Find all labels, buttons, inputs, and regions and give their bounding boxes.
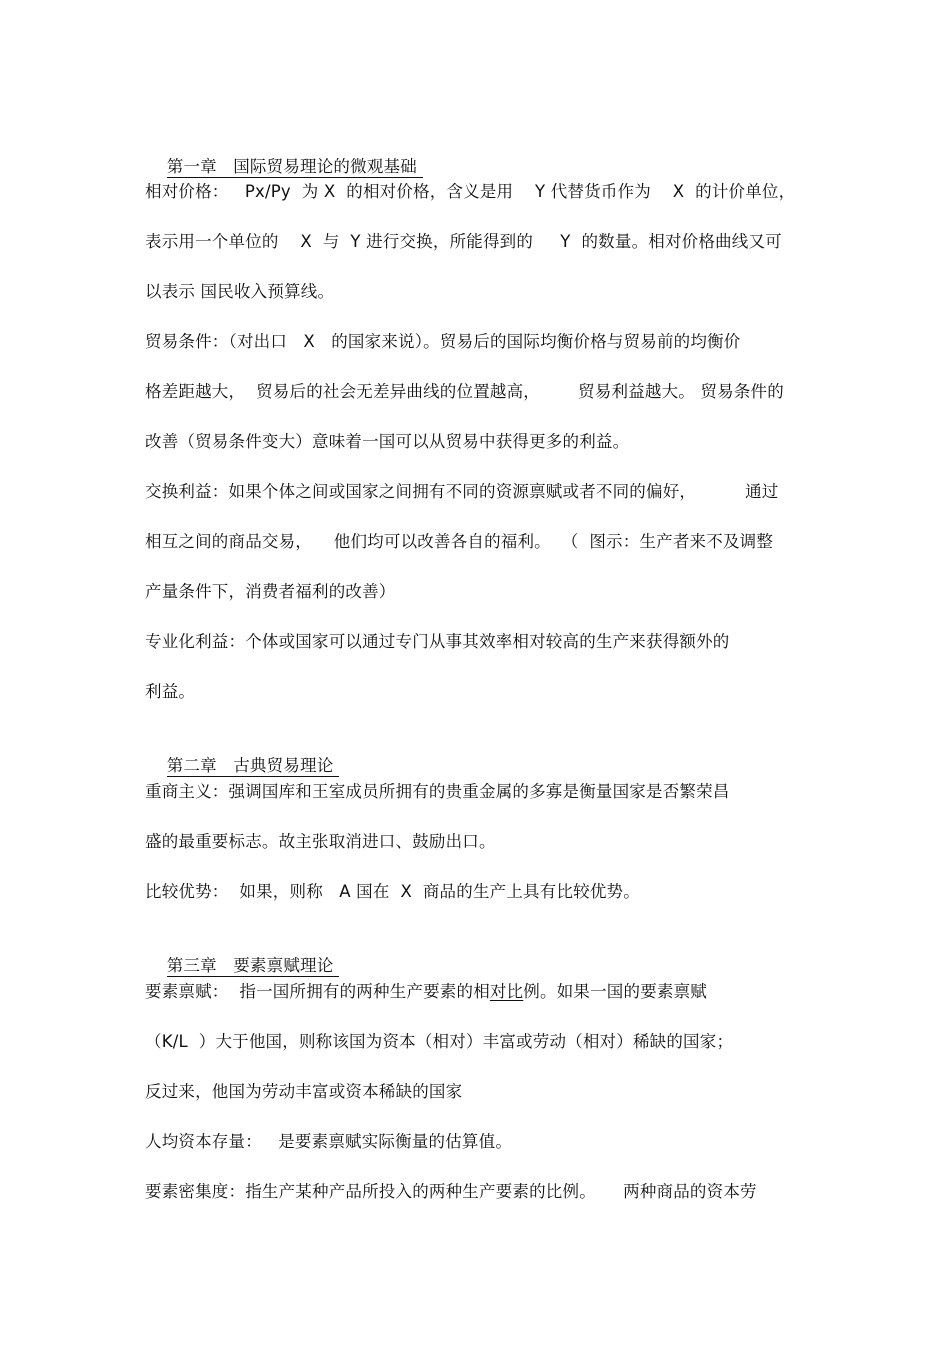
chapter-1-heading-line — [145, 131, 825, 176]
paragraph-line — [145, 980, 825, 1004]
chapter-3-heading-line — [145, 930, 825, 975]
paragraph-line: 相对价格： Px/Py 为 X 的相对价格，含义是用 Y 代替货币作为 X 的计价单位， — [145, 182, 796, 201]
paragraph-line: （K/L ）大于他国，则称该国为资本（相对）丰富或劳动（相对）稀缺的国家； — [145, 1032, 734, 1051]
paragraph-line: 交换利益：如果个体之间或国家之间拥有不同的资源禀赋或者不同的偏好， 通过 — [145, 482, 779, 501]
paragraph-line: 反过来，他国为劳动丰富或资本稀缺的国家 — [145, 1082, 463, 1101]
chapter-3-title: 第三章 要素禀赋理论 — [167, 955, 340, 977]
paragraph-line: 相互之间的商品交易， 他们均可以改善各自的福利。 （ 图示：生产者来不及调整 — [145, 532, 774, 551]
paragraph-line: 盛的最重要标志。故主张取消进口、鼓励出口。 — [145, 832, 496, 851]
paragraph-line: 重商主义：强调国库和王室成员所拥有的贵重金属的多寡是衡量国家是否繁荣昌 — [145, 782, 730, 801]
paragraph-line: 产量条件下，消费者福利的改善） — [145, 582, 396, 601]
paragraph-line: 利益。 — [145, 682, 196, 701]
paragraph-line: 专业化利益：个体或国家可以通过专门从事其效率相对较高的生产来获得额外的 — [145, 632, 730, 651]
chapter-2-heading-line — [145, 730, 825, 775]
paragraph-line: 格差距越大， 贸易后的社会无差异曲线的位置越高， 贸易利益越大。 贸易条件的 — [145, 382, 784, 401]
chapter-2-title: 第二章 古典贸易理论 — [167, 755, 340, 777]
paragraph-line: 以表示 国民收入预算线。 — [145, 282, 335, 301]
paragraph-line: 表示用一个单位的 X 与 Y 进行交换，所能得到的 Y 的数量。相对价格曲线又可 — [145, 232, 782, 251]
paragraph-line: 要素密集度：指生产某种产品所投入的两种生产要素的比例。 两种商品的资本劳 — [145, 1182, 757, 1201]
text-span: 例。如果一国的要素禀赋 — [523, 982, 707, 1001]
chapter-1-title: 第一章 国际贸易理论的微观基础 — [167, 156, 423, 178]
paragraph-line: 贸易条件：（对出口 X 的国家来说）。贸易后的国际均衡价格与贸易前的均衡价 — [145, 332, 741, 351]
paragraph-line: 改善（贸易条件变大）意味着一国可以从贸易中获得更多的利益。 — [145, 432, 630, 451]
underlined-text: 对比 — [489, 982, 524, 1001]
text-span: 要素禀赋： 指一国所拥有的两种生产要素的相 — [145, 982, 490, 1001]
paragraph-line: 比较优势： 如果，则称 A 国在 X 商品的生产上具有比较优势。 — [145, 882, 640, 901]
paragraph-line: 人均资本存量： 是要素禀赋实际衡量的估算值。 — [145, 1132, 513, 1151]
